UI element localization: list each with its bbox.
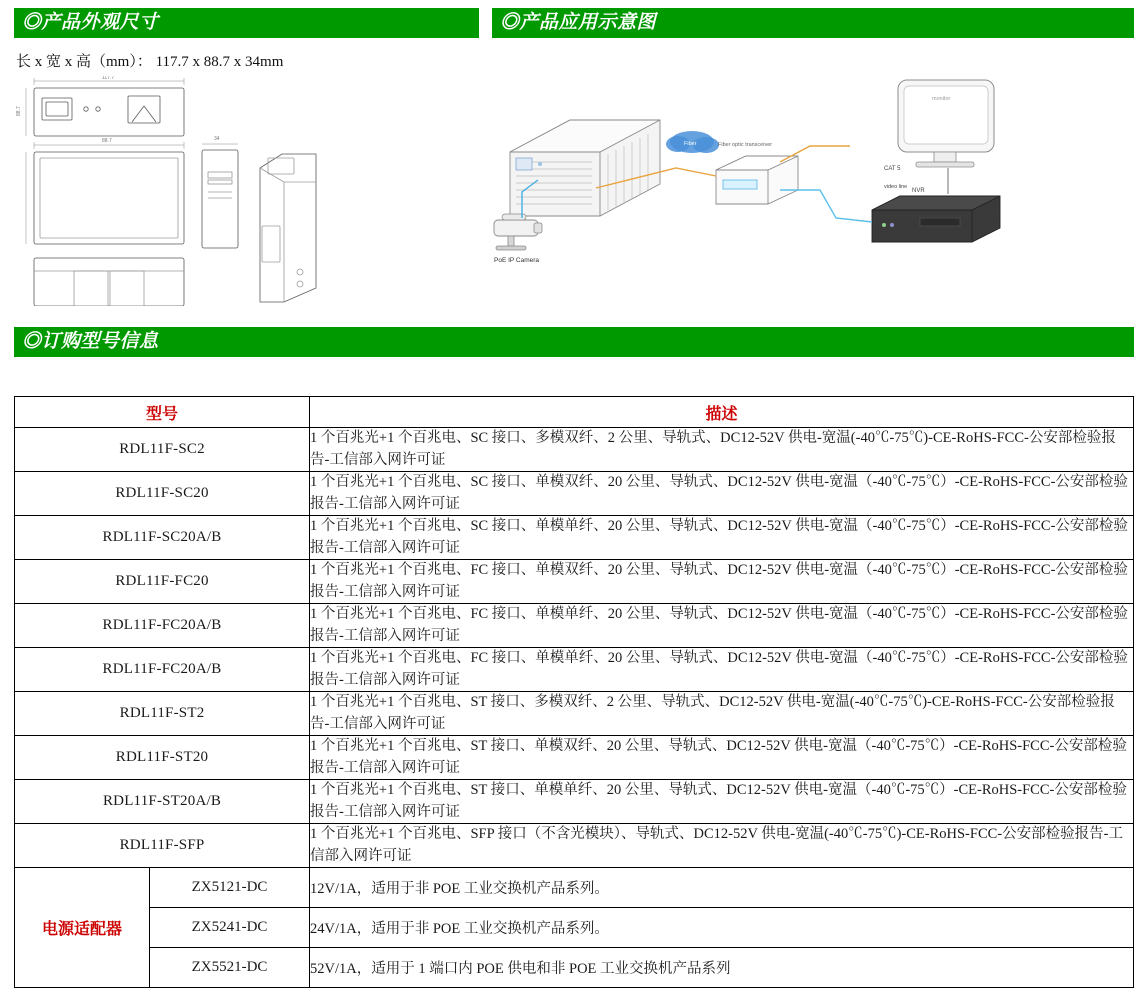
adapter-description: 12V/1A，适用于非 POE 工业交换机产品系列。 [310,868,1134,908]
section-header-application-label: ◎产品应用示意图 [500,12,657,33]
description-cell: 1 个百兆光+1 个百兆电、SC 接口、多模双纤、2 公里、导轨式、DC12-52V 供电-宽温(-40℃-75℃)-CE-RoHS-FCC-公安部检验报告-工信部入网许可证 [310,428,1134,472]
cat5-label: CAT 5 [884,166,901,172]
videoline-label: video line [884,184,908,190]
mechanical-drawings [16,76,476,306]
model-cell: RDL11F-SFP [15,824,310,868]
model-cell: RDL11F-FC20A/B [15,648,310,692]
description-cell: 1 个百兆光+1 个百兆电、FC 接口、单模单纤、20 公里、导轨式、DC12-52V 供电-宽温（-40℃-75℃）-CE-RoHS-FCC-公安部检验报告-工信部入网许可证 [310,648,1134,692]
adapter-description: 52V/1A，适用于 1 端口内 POE 供电和非 POE 工业交换机产品系列 [310,948,1134,988]
column-header-model: 型号 [15,397,310,428]
model-cell: RDL11F-SC2 [15,428,310,472]
adapter-model: ZX5121-DC [150,868,310,908]
model-cell: RDL11F-SC20 [15,472,310,516]
model-cell: RDL11F-ST20 [15,736,310,780]
description-cell: 1 个百兆光+1 个百兆电、ST 接口、多模双纤、2 公里、导轨式、DC12-52V 供电-宽温(-40℃-75℃)-CE-RoHS-FCC-公安部检验报告-工信部入网许可证 [310,692,1134,736]
model-cell: RDL11F-ST2 [15,692,310,736]
description-cell: 1 个百兆光+1 个百兆电、SC 接口、单模双纤、20 公里、导轨式、DC12-52V 供电-宽温（-40℃-75℃）-CE-RoHS-FCC-公安部检验报告-工信部入网许可证 [310,472,1134,516]
model-cell: RDL11F-FC20A/B [15,604,310,648]
model-cell: RDL11F-ST20A/B [15,780,310,824]
dimension-value: 117.7 x 88.7 x 34mm [155,54,284,70]
nvr-label: NVR [912,188,925,194]
table-row [15,604,1134,648]
adapter-model: ZX5241-DC [150,908,310,948]
section-header-ordering [14,327,1134,357]
table-row [15,472,1134,516]
monitor-label: monitor [932,96,951,102]
section-header-dimensions [14,8,479,38]
adapter-model: ZX5521-DC [150,948,310,988]
table-row [15,692,1134,736]
table-row [15,428,1134,472]
table-row [15,516,1134,560]
section-header-ordering-label: ◎订购型号信息 [22,331,159,352]
camera-label: PoE IP Camera [494,257,540,264]
model-cell: RDL11F-SC20A/B [15,516,310,560]
table-row [15,560,1134,604]
adapter-description: 24V/1A，适用于非 POE 工业交换机产品系列。 [310,908,1134,948]
application-diagram [480,42,1140,292]
dimension-label: 长 x 宽 x 高（mm）： [16,54,152,70]
dimension-text [16,50,283,71]
table-row [15,736,1134,780]
table-row [15,824,1134,868]
drawing-dim-height: 88.7 [16,106,22,116]
description-cell: 1 个百兆光+1 个百兆电、SFP 接口（不含光模块）、导轨式、DC12-52V 供电-宽温(-40℃-75℃)-CE-RoHS-FCC-公安部检验报告-工信部入网许可证 [310,824,1134,868]
description-cell: 1 个百兆光+1 个百兆电、FC 接口、单模单纤、20 公里、导轨式、DC12-52V 供电-宽温（-40℃-75℃）-CE-RoHS-FCC-公安部检验报告-工信部入网许可证 [310,604,1134,648]
description-cell: 1 个百兆光+1 个百兆电、ST 接口、单模单纤、20 公里、导轨式、DC12-52V 供电-宽温（-40℃-75℃）-CE-RoHS-FCC-公安部检验报告-工信部入网许可证 [310,780,1134,824]
ordering-table [14,396,1134,988]
svg-text:88.7: 88.7 [102,138,112,144]
adapter-row [15,908,1134,948]
section-header-application [492,8,1134,38]
adapter-row [15,948,1134,988]
model-cell: RDL11F-FC20 [15,560,310,604]
drawing-dim-width: 117.7 [102,76,115,81]
column-header-description: 描述 [310,397,1134,428]
table-row [15,648,1134,692]
svg-text:Fiber: Fiber [684,141,697,147]
description-cell: 1 个百兆光+1 个百兆电、FC 接口、单模双纤、20 公里、导轨式、DC12-52V 供电-宽温（-40℃-75℃）-CE-RoHS-FCC-公安部检验报告-工信部入网许可证 [310,560,1134,604]
drawing-dim-depth: 34 [214,136,220,142]
description-cell: 1 个百兆光+1 个百兆电、ST 接口、单模双纤、20 公里、导轨式、DC12-52V 供电-宽温（-40℃-75℃）-CE-RoHS-FCC-公安部检验报告-工信部入网许可证 [310,736,1134,780]
adapter-section-label: 电源适配器 [15,868,150,988]
description-cell: 1 个百兆光+1 个百兆电、SC 接口、单模单纤、20 公里、导轨式、DC12-52V 供电-宽温（-40℃-75℃）-CE-RoHS-FCC-公安部检验报告-工信部入网许可证 [310,516,1134,560]
adapter-row [15,868,1134,908]
table-row [15,780,1134,824]
section-header-dimensions-label: ◎产品外观尺寸 [22,12,159,33]
table-header-row [15,397,1134,428]
converter-label: Fiber optic transceiver [718,142,773,148]
